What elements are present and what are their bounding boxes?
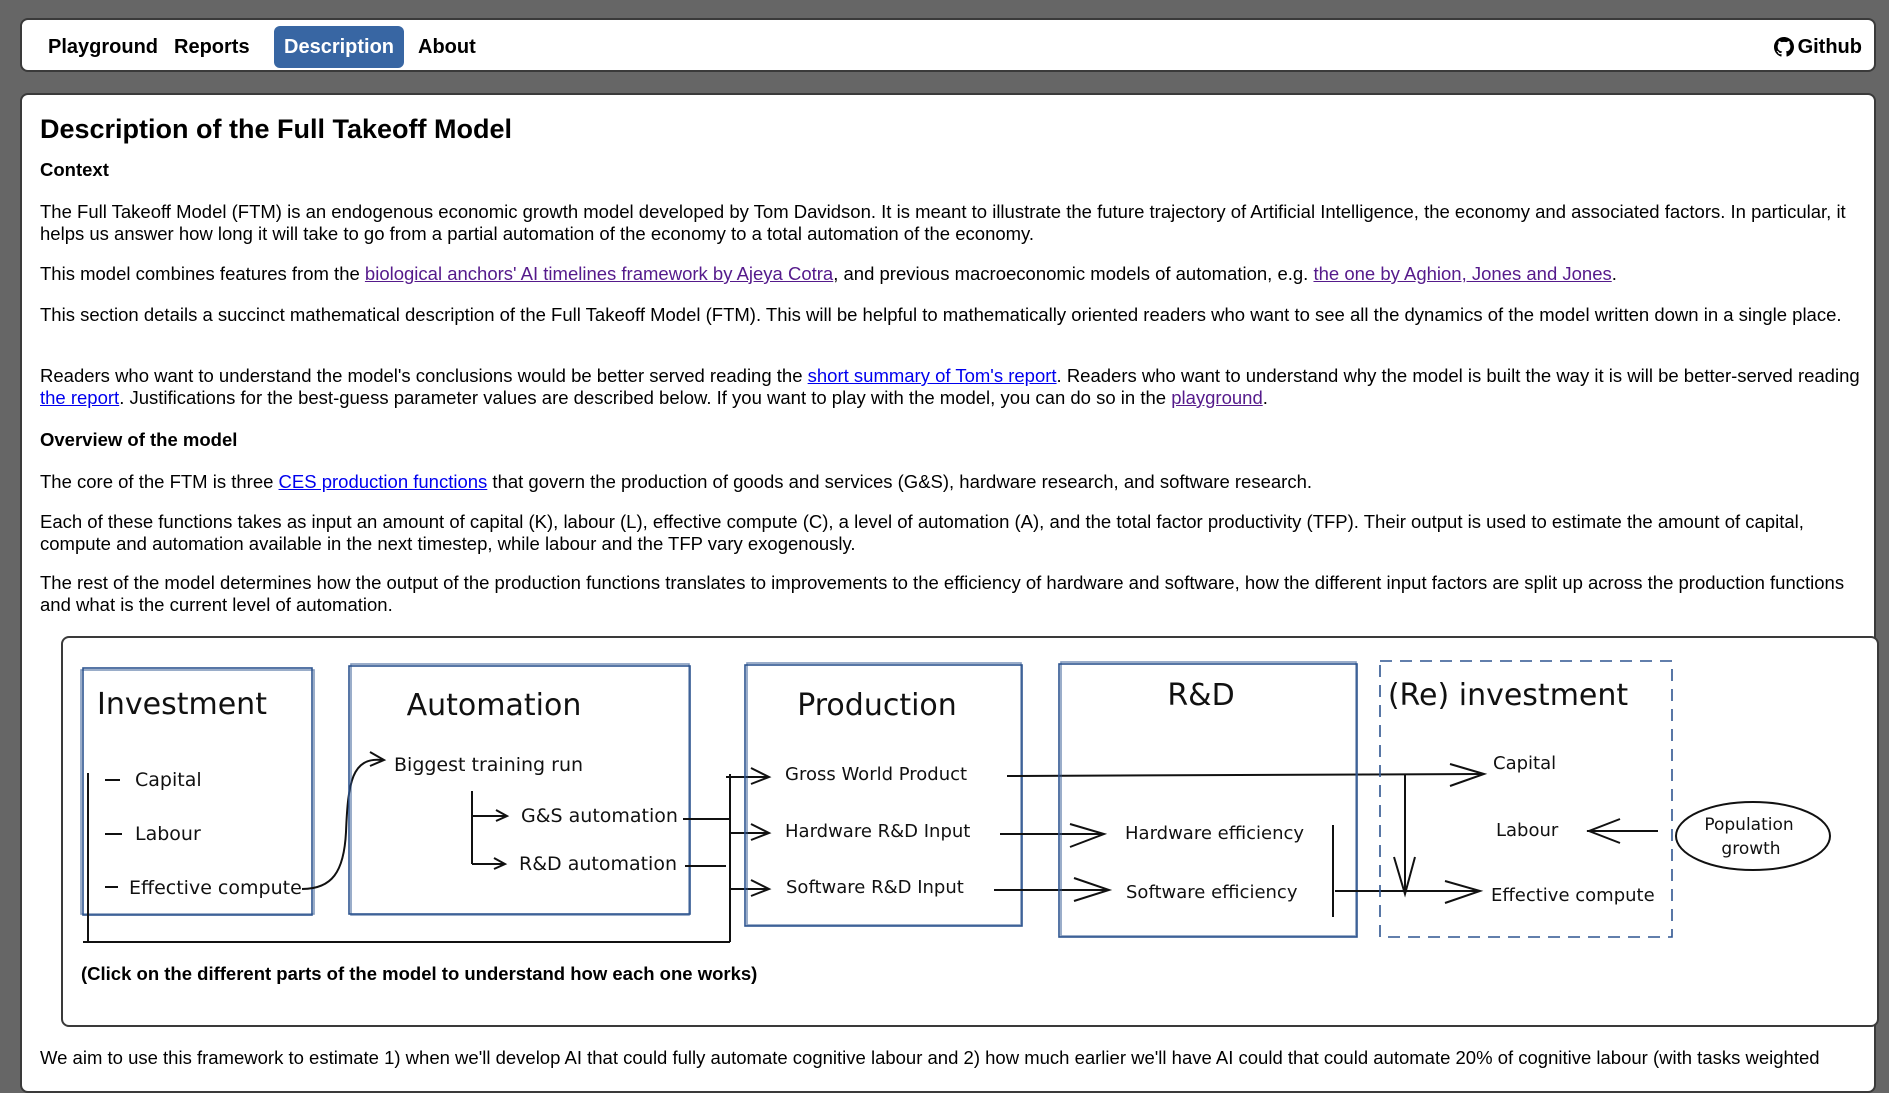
reinvestment-effective-compute: Effective compute: [1491, 885, 1655, 906]
rnd-title: R&D: [1167, 678, 1235, 713]
link-the-report[interactable]: the report: [40, 387, 120, 408]
automation-gs: G&S automation: [521, 805, 678, 827]
text: .: [1611, 263, 1617, 284]
rnd-software-efficiency: Software efficiency: [1126, 882, 1298, 903]
paragraph-core: [40, 471, 1860, 493]
reinvestment-title: (Re) investment: [1387, 678, 1629, 713]
tab-reports[interactable]: Reports: [174, 36, 250, 58]
overview-heading: Overview of the model: [40, 429, 238, 450]
text: This model combines features from the: [40, 263, 365, 284]
diagram-caption: (Click on the different parts of the model to understand how each one works): [81, 963, 758, 984]
automation-title: Automation: [406, 688, 582, 723]
reinvestment-section[interactable]: [1380, 661, 1672, 937]
link-short-summary[interactable]: short summary of Tom's report: [807, 365, 1057, 386]
github-link[interactable]: [1774, 26, 1862, 68]
gwp-to-capital-line: [1007, 774, 1482, 776]
link-biological-anchors[interactable]: biological anchors' AI timelines framework by Ajeya Cotra: [364, 263, 834, 284]
link-playground[interactable]: playground: [1171, 387, 1263, 408]
investment-capital: Capital: [135, 769, 202, 791]
paragraph-section: This section details a succinct mathematical description of the Full Takeoff Model (FTM). This will be helpful to mathematically oriented readers who want to see all the dynamics of the model written down in a single place.: [40, 304, 1842, 325]
automation-section[interactable]: [349, 664, 690, 915]
tab-playground[interactable]: Playground: [48, 36, 159, 58]
github-icon: [1774, 37, 1794, 57]
text: , and previous macroeconomic models of automation, e.g.: [833, 263, 1314, 284]
text: The core of the FTM is three: [40, 471, 279, 492]
production-section[interactable]: [745, 663, 1022, 926]
population-growth-node[interactable]: [1676, 802, 1830, 870]
automation-rnd: R&D automation: [519, 853, 677, 875]
rnd-hardware-efficiency: Hardware efficiency: [1125, 823, 1305, 844]
automation-biggest-training-run: Biggest training run: [394, 754, 584, 776]
investment-effective-compute: Effective compute: [129, 877, 302, 899]
main-content: [20, 93, 1876, 1093]
text: that govern the production of goods and services (G&S), hardware research, and software research.: [487, 471, 1313, 492]
paragraph-intro: The Full Takeoff Model (FTM) is an endogenous economic growth model developed by Tom Davidson. It is meant to illustrate the future trajectory of Artificial Intelligence, the economy and associated factors. In particular, it helps us answer how long it will take to go from a partial automation of the economy to a total automation of the economy.: [40, 201, 1846, 244]
population-ellipse: [1676, 802, 1830, 870]
rnd-section[interactable]: [1059, 662, 1357, 937]
tab-description[interactable]: Description: [274, 26, 404, 68]
population-line1: Population: [1704, 815, 1794, 835]
investment-title: Investment: [97, 687, 267, 722]
arrow-head: [1070, 824, 1104, 847]
paragraph-readers: [40, 365, 1860, 409]
model-diagram: [61, 636, 1879, 1027]
population-line2: growth: [1721, 839, 1781, 859]
model-diagram-svg: [63, 638, 1877, 958]
reinvestment-capital: Capital: [1493, 753, 1557, 774]
page-title: Description of the Full Takeoff Model: [40, 114, 513, 144]
context-heading: Context: [40, 159, 109, 180]
text: . Justifications for the best-guess parameter values are described below. If you want to play with the model, you can do so in the: [119, 387, 1172, 408]
navbar: [20, 18, 1876, 72]
github-label: Github: [1797, 36, 1862, 58]
production-gwp: Gross World Product: [785, 764, 968, 785]
investment-section[interactable]: [81, 668, 314, 915]
text: Readers who want to understand the model's conclusions would be better served reading the: [40, 365, 808, 386]
tab-about[interactable]: About: [418, 36, 476, 58]
investment-labour: Labour: [135, 823, 201, 845]
link-aghion-jones[interactable]: the one by Aghion, Jones and Jones: [1313, 263, 1612, 284]
text: .: [1262, 387, 1268, 408]
paragraph-rest: The rest of the model determines how the output of the production functions translates to improvements to the efficiency of hardware and software, how the different input factors are split up across the production functions and what is the current level of automation.: [40, 572, 1845, 615]
paragraph-aim: We aim to use this framework to estimate 1) when we'll develop AI that could fully automate cognitive labour and 2) how much earlier we'll have AI could that could automate 20% of cognitive labour (with tasks weighted: [40, 1047, 1820, 1068]
reinvestment-labour: Labour: [1496, 820, 1559, 841]
text: . Readers who want to understand why the model is built the way it is will be better-served reading: [1056, 365, 1860, 386]
link-ces-functions[interactable]: CES production functions: [278, 471, 488, 492]
paragraph-features: [40, 263, 1860, 285]
production-software-input: Software R&D Input: [786, 877, 964, 898]
production-title: Production: [797, 688, 957, 723]
production-hardware-input: Hardware R&D Input: [785, 821, 971, 842]
paragraph-inputs: Each of these functions takes as input an amount of capital (K), labour (L), effective compute (C), a level of automation (A), and the total factor productivity (TFP). Their output is used to estimate the amount of capital, compute and automation available in the next timestep, while labour and the TFP vary exogenously.: [40, 511, 1804, 554]
